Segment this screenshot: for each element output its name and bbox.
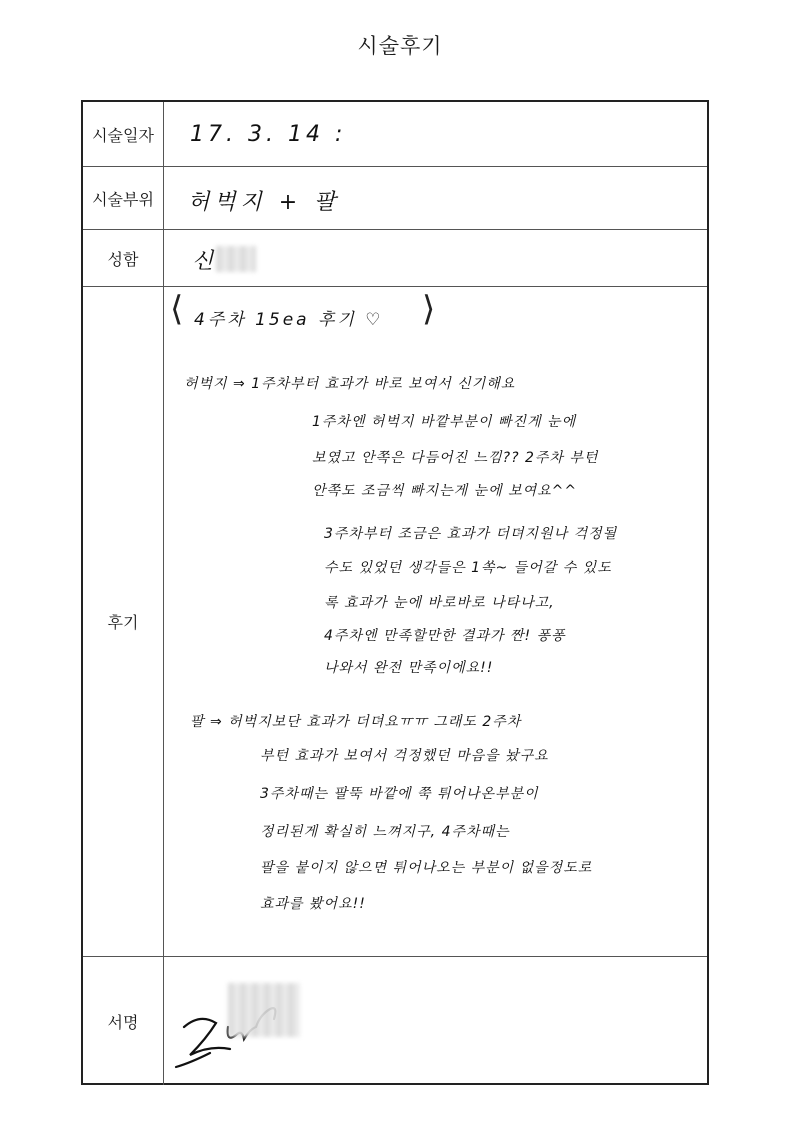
row-treatment-date — [83, 102, 707, 166]
signature-label: 서명 — [83, 957, 164, 1085]
row-review — [83, 286, 707, 956]
signature-redaction-blur — [228, 983, 300, 1037]
treatment-area-label: 시술부위 — [83, 167, 164, 229]
review-line: 보였고 안쪽은 다듬어진 느낌?? 2주차 부턴 — [312, 450, 599, 466]
open-bracket-icon: ⟨ — [170, 289, 184, 329]
page-title: 시술후기 — [357, 34, 443, 58]
name-label: 성함 — [83, 230, 164, 286]
row-signature — [83, 956, 707, 1085]
review-line: 나와서 완전 만족이에요!! — [324, 660, 494, 676]
review-line: 정리된게 확실히 느껴지구, 4주차때는 — [260, 824, 510, 840]
review-line: 허벅지 ⇒ 1주차부터 효과가 바로 보여서 신기해요 — [184, 376, 516, 392]
row-treatment-area — [83, 166, 707, 229]
review-cell — [164, 287, 707, 956]
review-line: 효과를 봤어요!! — [260, 896, 366, 912]
name-redaction-blur — [216, 246, 256, 272]
review-line: 부턴 효과가 보여서 걱정했던 마음을 놨구요 — [260, 748, 549, 764]
review-line: 1주차엔 허벅지 바깥부분이 빠진게 눈에 — [312, 414, 577, 430]
review-line: 록 효과가 눈에 바로바로 나타나고, — [324, 595, 555, 611]
review-label: 후기 — [83, 287, 164, 956]
treatment-area-cell — [164, 167, 707, 229]
name-value: 신 — [192, 249, 214, 274]
review-line: 4주차엔 만족할만한 결과가 짠! 퐁퐁 — [324, 628, 566, 644]
name-cell — [164, 230, 707, 286]
treatment-date-value: 17. 3. 14 : — [190, 122, 347, 147]
review-line: 수도 있었던 생각들은 1쏙~ 들어갈 수 있도 — [324, 560, 612, 576]
treatment-date-cell — [164, 102, 707, 166]
review-line: 3주차부터 조금은 효과가 더뎌지원나 걱정될 — [324, 526, 618, 542]
review-line: 안쪽도 조금씩 빠지는게 눈에 보여요^^ — [312, 483, 578, 499]
review-heading: 4주차 15ea 후기 ♡ — [194, 310, 384, 330]
close-bracket-icon: ⟩ — [422, 289, 436, 329]
signature-cell — [164, 957, 707, 1085]
treatment-area-value: 허벅지 + 팔 — [188, 190, 341, 215]
row-name — [83, 229, 707, 286]
review-form-table — [81, 100, 709, 1085]
treatment-date-label: 시술일자 — [83, 102, 164, 166]
review-line: 3주차때는 팔뚝 바깥에 쭉 튀어나온부분이 — [260, 786, 539, 802]
review-line: 팔을 붙이지 않으면 튀어나오는 부분이 없을정도로 — [260, 860, 593, 876]
review-line: 팔 ⇒ 허벅지보단 효과가 더뎌요ㅠㅠ 그래도 2주차 — [190, 714, 522, 730]
